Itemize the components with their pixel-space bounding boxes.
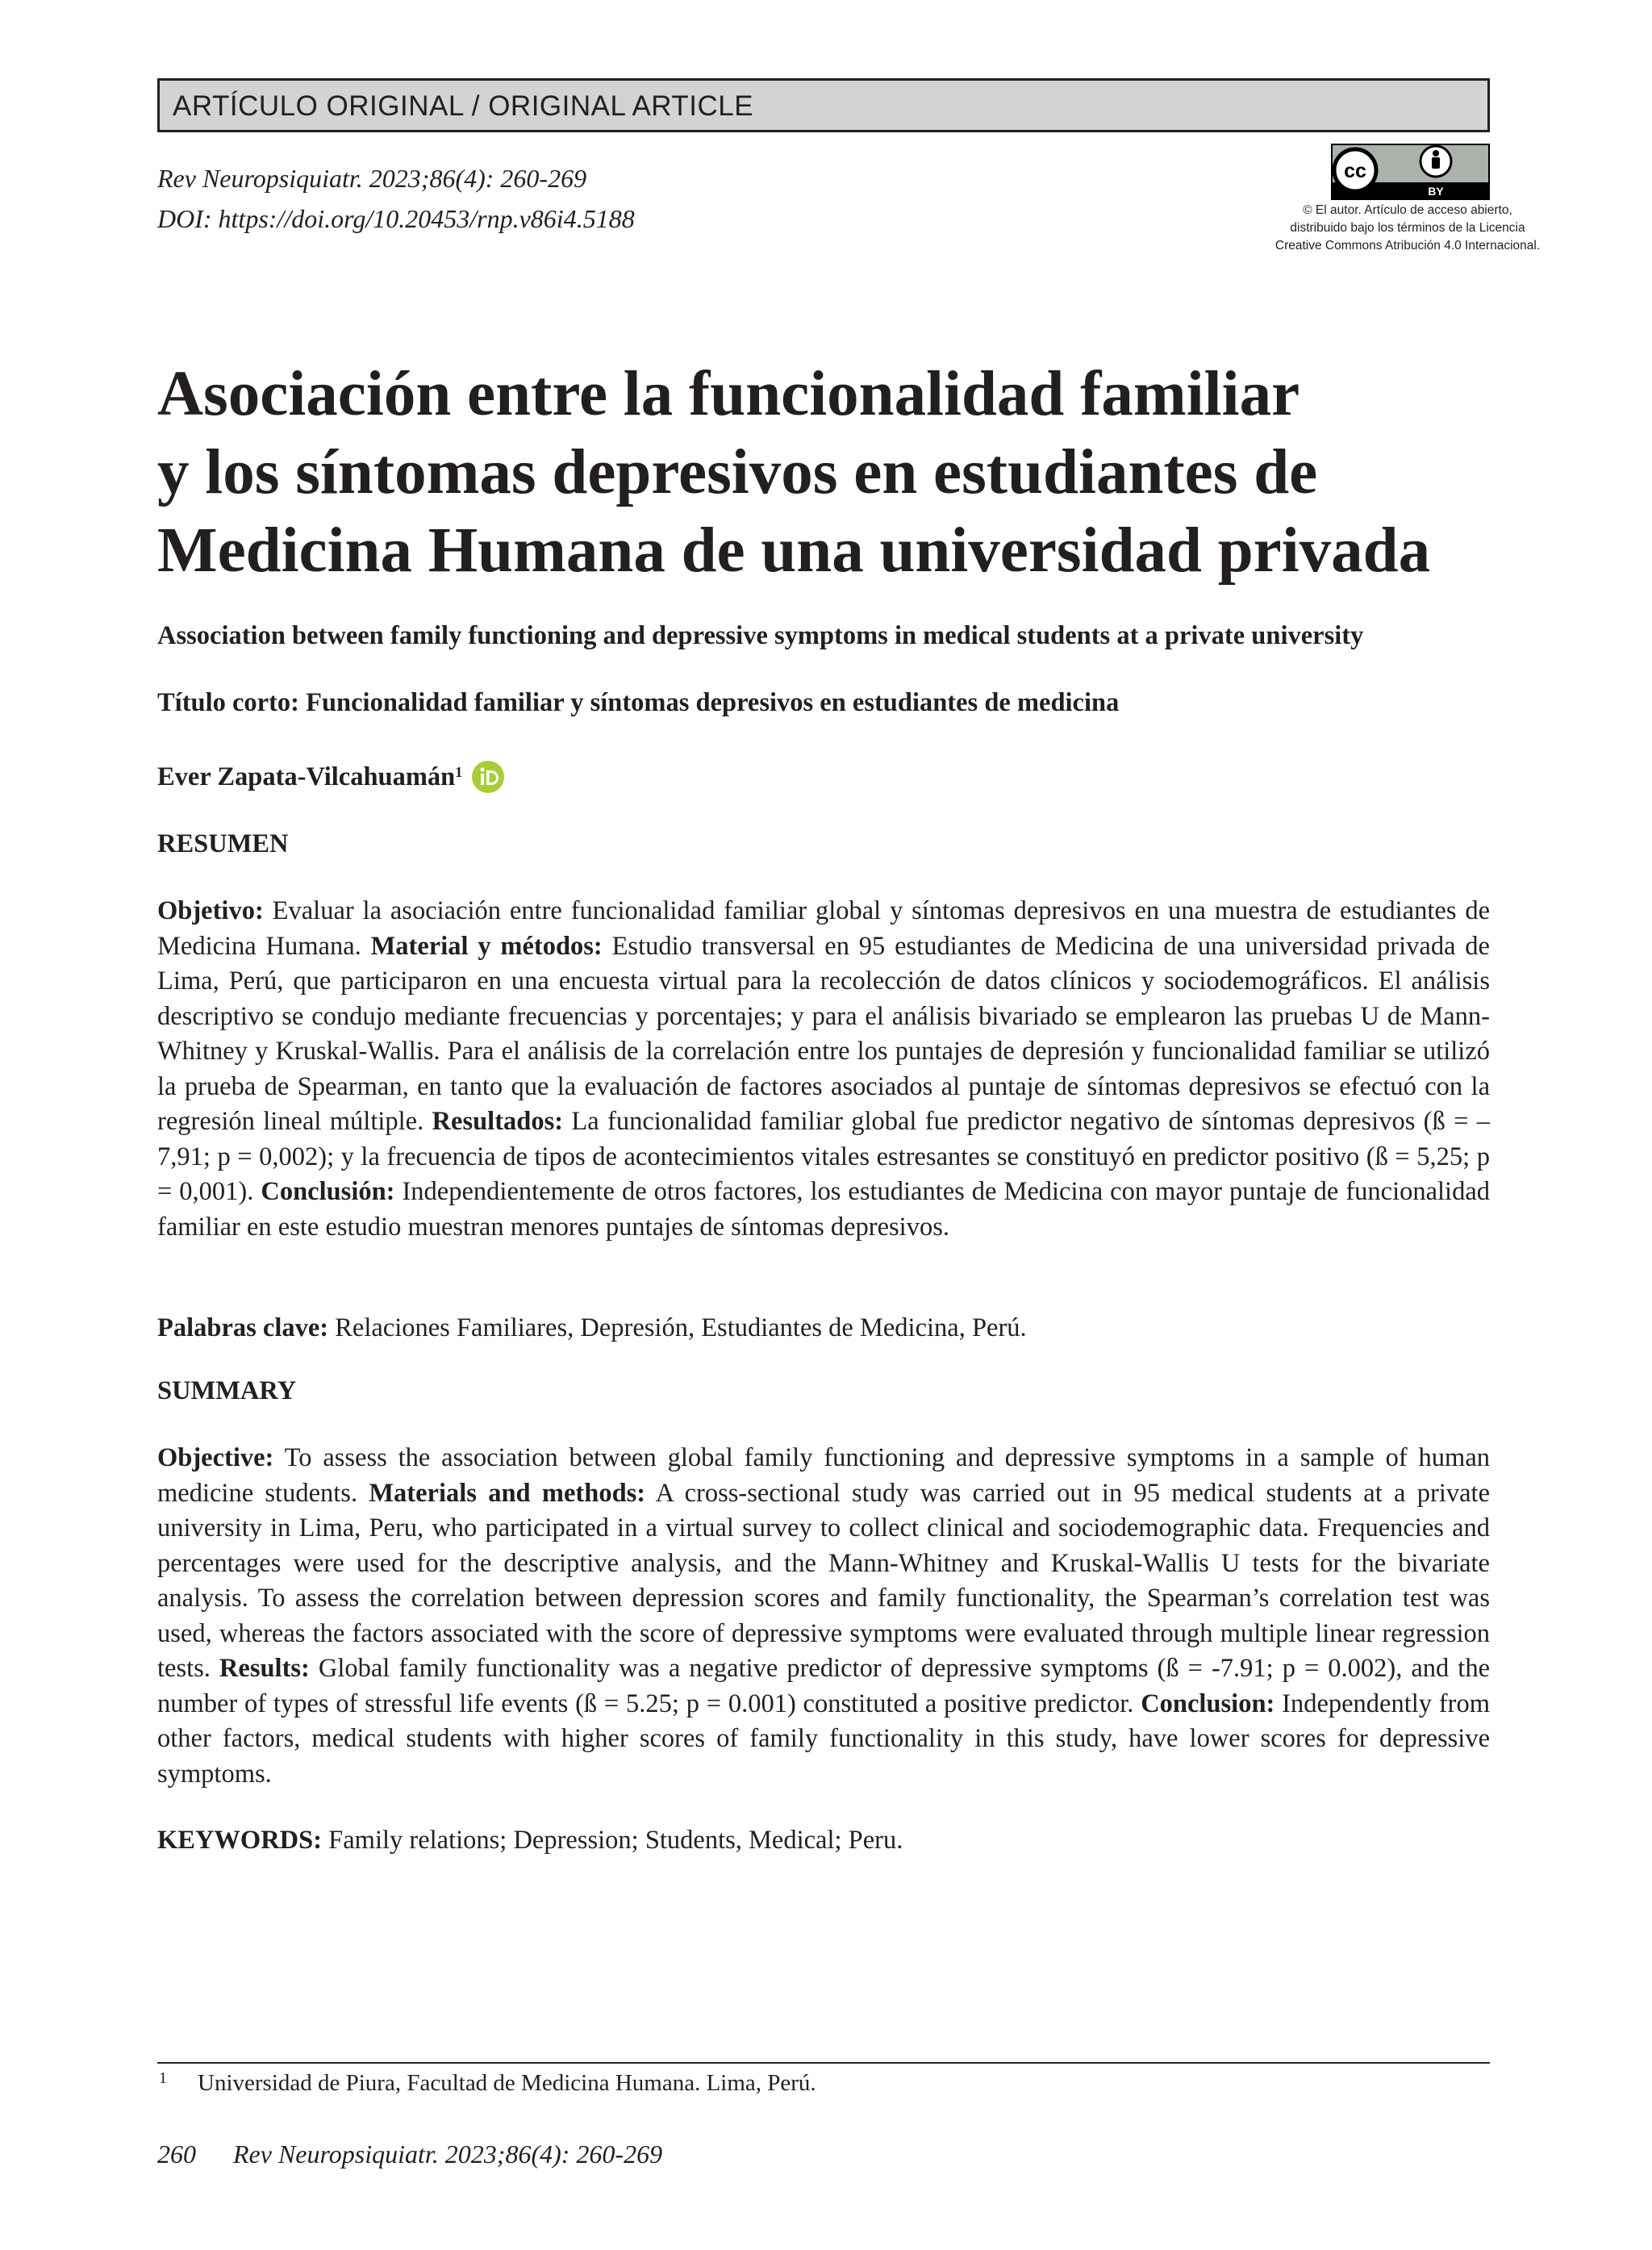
title-line: y los síntomas depresivos en estudiantes de bbox=[157, 437, 1318, 507]
short-title: Título corto: Funcionalidad familiar y síntomas depresivos en estudiantes de medicina bbox=[157, 688, 1120, 717]
footnote-divider bbox=[157, 2062, 1490, 2064]
footnote-text: Universidad de Piura, Facultad de Medicina Humana. Lima, Perú. bbox=[198, 2070, 816, 2096]
article-type-label: ARTÍCULO ORIGINAL / ORIGINAL ARTICLE bbox=[173, 90, 754, 122]
article-title bbox=[157, 355, 1529, 590]
attribution-icon bbox=[1433, 150, 1439, 157]
journal-citation: Rev Neuropsiquiatr. 2023;86(4): 260-269 bbox=[157, 164, 587, 193]
license-note: © El autor. Artículo de acceso abierto, distribuido bajo los términos de la Licencia Creative Commons Atribución 4.0 Internacional. bbox=[1274, 203, 1541, 253]
svg-text:BY: BY bbox=[1428, 185, 1444, 198]
title-line: Asociación entre la funcionalidad familiar bbox=[157, 359, 1300, 429]
keywords: KEYWORDS: Family relations; Depression; Students, Medical; Peru. bbox=[157, 1826, 903, 1855]
cc-icon: cc bbox=[1344, 160, 1366, 182]
english-title: Association between family functioning and depressive symptoms in medical students at a private university bbox=[157, 621, 1364, 650]
orcid-icon[interactable] bbox=[472, 761, 504, 793]
resumen-abstract: Objetivo: Evaluar la asociación entre funcionalidad familiar global y síntomas depresivos en una muestra de estudiantes de Medicina Humana. Material y métodos: Estudio transversal en 95 estudiantes de Medicina de una universidad privada de Lima, Perú, que participaron en una encuesta virtual para la recolección de datos clínicos y sociodemográficos. El análisis descriptivo se condujo mediante frecuencias y porcentajes; y para el análisis bivariado se emplearon las pruebas U de Mann-Whitney y Kruskal-Wallis. Para el análisis de la correlación entre los puntajes de depresión y funcionalidad familiar se utilizó la prueba de Spearman, en tanto que la evaluación de factores asociados al puntaje de síntomas depresivos se efectuó con la regresión lineal múltiple. Resultados: La funcionalidad familiar global fue predictor negativo de síntomas depresivos (ß = –7,91; p = 0,002); y la frecuencia de tipos de acontecimientos vitales estresantes se constituyó en predictor positivo (ß = 5,25; p = 0,001). Conclusión: Independientemente de otros factores, los estudiantes de Medicina con mayor puntaje de funcionalidad familiar en este estudio muestran menores puntajes de síntomas depresivos. bbox=[157, 896, 1491, 1242]
resumen-heading: RESUMEN bbox=[157, 829, 289, 858]
footnote-mark: 1 bbox=[159, 2069, 167, 2087]
cc-by-license-badge[interactable] bbox=[1331, 144, 1490, 200]
affiliation-mark: 1 bbox=[455, 763, 463, 780]
title-line: Medicina Humana de una universidad privada bbox=[157, 516, 1431, 586]
palabras-clave: Palabras clave: Relaciones Familiares, Depresión, Estudiantes de Medicina, Perú. bbox=[157, 1313, 1027, 1342]
article-type-banner bbox=[157, 78, 1490, 132]
doi-link[interactable]: DOI: https://doi.org/10.20453/rnp.v86i4.5188 bbox=[157, 204, 635, 233]
author-line bbox=[157, 761, 504, 793]
summary-heading: SUMMARY bbox=[157, 1376, 297, 1405]
page-number: 260 bbox=[157, 2139, 196, 2169]
page-footer bbox=[157, 2139, 662, 2169]
footer-journal: Rev Neuropsiquiatr. 2023;86(4): 260-269 bbox=[233, 2139, 663, 2169]
author-name: Ever Zapata-Vilcahuamán bbox=[157, 762, 456, 791]
summary-abstract: Objective: To assess the association between global family functioning and depressive symptoms in a sample of human medicine students. Materials and methods: A cross-sectional study was carried out in 95 medical students at a private university in Lima, Peru, who participated in a virtual survey to collect clinical and sociodemographic data. Frequencies and percentages were used for the descriptive analysis, and the Mann-Whitney and Kruskal-Wallis U tests for the bivariate analysis. To assess the correlation between depression scores and family functionality, the Spearman’s correlation test was used, whereas the factors associated with the score of depressive symptoms were evaluated through multiple linear regression tests. Results: Global family functionality was a negative predictor of depressive symptoms (ß = -7.91; p = 0.002), and the number of types of stressful life events (ß = 5.25; p = 0.001) constituted a positive predictor. Conclusion: Independently from other factors, medical students with higher scores of family functionality in this study, have lower scores for depressive symptoms. bbox=[157, 1443, 1491, 1789]
